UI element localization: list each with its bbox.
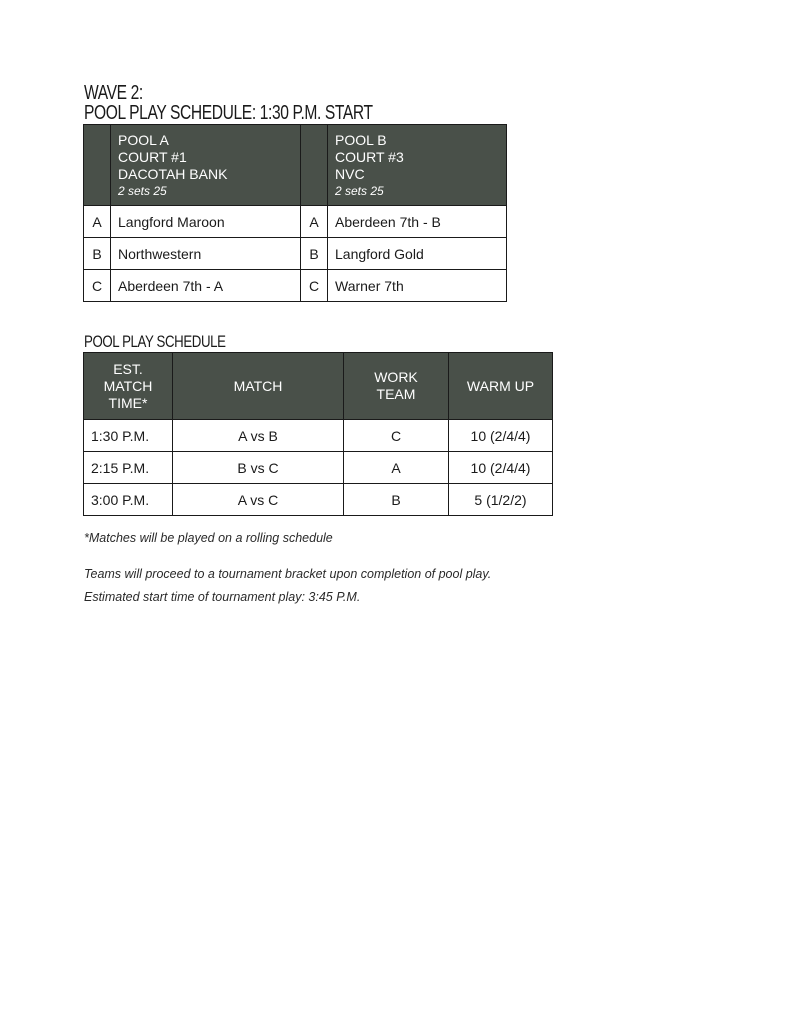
est-time-header-line: MATCH (103, 377, 153, 394)
match-pairing: A vs B (173, 420, 344, 452)
pool-b-letter: B (301, 238, 328, 270)
work-team: A (344, 452, 449, 484)
match-time: 2:15 P.M. (84, 452, 173, 484)
pool-b-letter: C (301, 270, 328, 302)
pool-b-team: Warner 7th (328, 270, 507, 302)
pool-b-team: Langford Gold (328, 238, 507, 270)
work-team-header (344, 353, 449, 420)
schedule-title: POOL PLAY SCHEDULE: 1:30 P.M. START (84, 102, 373, 124)
pool-a-team: Aberdeen 7th - A (111, 270, 301, 302)
work-team-header-line: TEAM (376, 386, 416, 402)
pool-b-sponsor: NVC (335, 166, 365, 182)
match-time: 3:00 P.M. (84, 484, 173, 516)
est-time-header-line: EST. (113, 360, 143, 377)
pool-a-format: 2 sets 25 (118, 184, 167, 198)
warm-up: 10 (2/4/4) (449, 452, 553, 484)
pool-a-letter: B (84, 238, 111, 270)
pool-a-header (111, 125, 301, 206)
work-team: B (344, 484, 449, 516)
pool-a-court: COURT #1 (118, 149, 187, 165)
pool-b-team: Aberdeen 7th - B (328, 206, 507, 238)
work-team-header-line: WORK (374, 369, 418, 385)
est-time-header (84, 353, 173, 420)
table-row (84, 420, 553, 452)
match-time: 1:30 P.M. (84, 420, 173, 452)
pool-a-spacer (84, 125, 111, 206)
est-time-header-line: TIME* (108, 394, 148, 411)
table-row (84, 484, 553, 516)
pool-a-sponsor: DACOTAH BANK (118, 166, 228, 182)
pool-a-letter: C (84, 270, 111, 302)
match-pairing: A vs C (173, 484, 344, 516)
pool-b-spacer (301, 125, 328, 206)
pool-table (83, 124, 507, 302)
pool-a-team: Northwestern (111, 238, 301, 270)
match-pairing: B vs C (173, 452, 344, 484)
warm-up-header: WARM UP (449, 353, 553, 420)
pool-b-format: 2 sets 25 (335, 184, 384, 198)
table-row (84, 270, 507, 302)
warm-up: 5 (1/2/2) (449, 484, 553, 516)
start-time-note: Estimated start time of tournament play: 3:45 P.M. (84, 590, 361, 604)
pool-header-row (84, 125, 507, 206)
schedule-header-row (84, 353, 553, 420)
pool-b-name: POOL B (335, 132, 387, 148)
pool-play-schedule-title: POOL PLAY SCHEDULE (84, 332, 226, 351)
pool-a-team: Langford Maroon (111, 206, 301, 238)
wave-title: WAVE 2: (84, 82, 143, 104)
pool-b-letter: A (301, 206, 328, 238)
table-row (84, 452, 553, 484)
work-team: C (344, 420, 449, 452)
pool-b-header (328, 125, 507, 206)
pool-a-name: POOL A (118, 132, 169, 148)
rolling-schedule-note: *Matches will be played on a rolling schedule (84, 531, 333, 545)
warm-up: 10 (2/4/4) (449, 420, 553, 452)
table-row (84, 238, 507, 270)
pool-a-letter: A (84, 206, 111, 238)
schedule-table (83, 352, 553, 516)
table-row (84, 206, 507, 238)
pool-b-court: COURT #3 (335, 149, 404, 165)
match-header: MATCH (173, 353, 344, 420)
bracket-note: Teams will proceed to a tournament bracket upon completion of pool play. (84, 567, 492, 581)
